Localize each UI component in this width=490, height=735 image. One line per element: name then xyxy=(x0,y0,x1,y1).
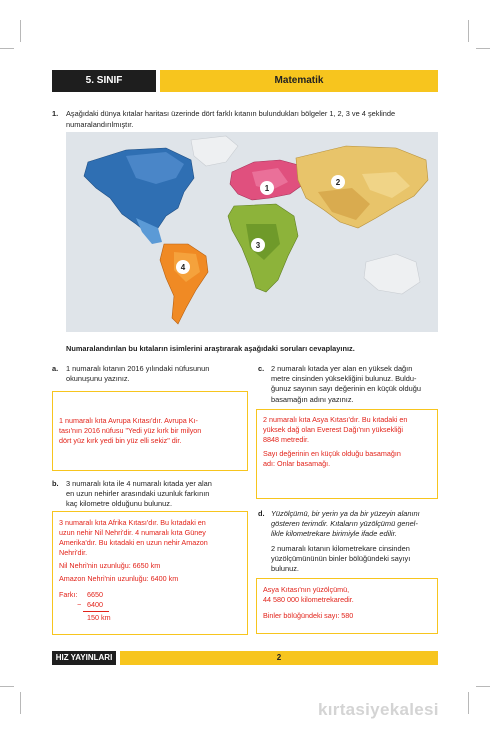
part-c-answer xyxy=(263,415,435,469)
difference-minus: − xyxy=(77,600,82,609)
crop-mark xyxy=(20,692,21,714)
part-b-question xyxy=(66,479,252,510)
text-line: Yüzölçümü, bir yerin ya da bir yüzeyin alanını xyxy=(271,509,420,518)
part-b-letter: b. xyxy=(52,479,59,488)
text-line: 2 numaralı kıtada yer alan en yüksek dağın xyxy=(271,364,413,373)
amazon-length: Amazon Nehri'nin uzunluğu: 6400 km xyxy=(59,574,179,583)
question-text: Aşağıdaki dünya kıtalar haritası üzerinde dört farklı kıtanın bulundukları bölgeler 1, 2, 3 ve 4 şeklinde numaralandırılmıştır. xyxy=(66,109,396,129)
text-line: adı: Onlar basamağı. xyxy=(263,459,331,468)
part-b-answer-box xyxy=(52,511,248,635)
publisher-logo: HIZ YAYINLARI xyxy=(52,651,116,665)
map-marker-3-label: 3 xyxy=(255,241,261,250)
map-marker-1-label: 1 xyxy=(264,184,270,193)
text-line: 1 numaralı kıta Avrupa Kıtası'dır. Avrupa Kı- xyxy=(59,416,198,425)
text-line: 3 numaralı kıta ile 4 numaralı kıtada yer alan xyxy=(66,479,212,488)
difference-top: 6650 xyxy=(87,590,103,599)
part-b-answer xyxy=(59,518,245,584)
subject-title: Matematik xyxy=(160,70,438,92)
crop-mark xyxy=(0,686,14,687)
world-map xyxy=(66,132,438,332)
map-marker-2-label: 2 xyxy=(335,178,341,187)
difference-label: Farkı: xyxy=(59,590,78,599)
text-line: yüksek dağ olan Everest Dağı'nın yüksekliği xyxy=(263,425,404,434)
page-number: 2 xyxy=(120,651,438,665)
part-a-letter: a. xyxy=(52,364,59,373)
text-line: 2 numaralı kıtanın kilometrekare cinsinden xyxy=(271,544,410,553)
part-d-answer-box xyxy=(256,578,438,634)
text-line: kaç kilometre olduğunu bulunuz. xyxy=(66,499,172,509)
part-a-question xyxy=(66,364,252,384)
part-c-letter: c. xyxy=(258,364,265,373)
part-d-letter: d. xyxy=(258,509,265,518)
text-line: uzun nehir Nil Nehri'dir. 4 numaralı kıta Güney xyxy=(59,528,206,537)
text-line: Binler bölüğündeki sayı: 580 xyxy=(263,611,354,620)
text-line: ğunuz sayının sayı değerinin en küçük olduğu xyxy=(271,384,421,394)
question-number: 1. xyxy=(52,109,59,118)
part-d-definition xyxy=(271,509,441,540)
difference-bottom: 6400 xyxy=(87,600,103,609)
text-line: 8848 metredir. xyxy=(263,435,309,444)
text-line: dört yüz kırk yedi bin yüz elli sekiz" dir. xyxy=(59,436,182,445)
crop-mark xyxy=(0,48,14,49)
difference-rule xyxy=(83,611,109,612)
instruction-text: Numaralandırılan bu kıtaların isimlerini araştırarak aşağıdaki soruları cevaplayınız. xyxy=(66,344,355,353)
grade-label: 5. SINIF xyxy=(52,70,156,92)
nil-length: Nil Nehri'nin uzunluğu: 6650 km xyxy=(59,561,161,570)
crop-mark xyxy=(20,20,21,42)
text-line: 3 numaralı kıta Afrika Kıtası'dır. Bu kıtadaki en xyxy=(59,518,206,527)
watermark: kırtasiyekalesi xyxy=(318,700,439,719)
part-a-answer xyxy=(59,416,245,446)
text-line: basamağın adını yazınız. xyxy=(271,394,354,404)
crop-mark xyxy=(468,692,469,714)
text-line: okunuşunu yazınız. xyxy=(66,374,130,384)
text-line: gösteren terimdir. Kıtaların yüzölçümü genel- xyxy=(271,519,418,529)
text-line: Amerika'dır. Bu kıtadaki en uzun nehir Amazon xyxy=(59,538,208,547)
text-line: en uzun nehirler arasındaki uzunluk farkının xyxy=(66,489,210,499)
part-c-question xyxy=(271,364,441,405)
crop-mark xyxy=(468,20,469,42)
part-a-answer-box xyxy=(52,391,248,471)
text-line: tası'nın 2016 nüfusu "Yedi yüz kırk bir milyon xyxy=(59,426,202,435)
part-d-question xyxy=(271,544,441,575)
crop-mark xyxy=(476,686,490,687)
world-map-graphic xyxy=(66,132,438,332)
text-line: Asya Kıtası'nın yüzölçümü, xyxy=(263,585,350,594)
text-line: Sayı değerinin en küçük olduğu basamağın xyxy=(263,449,401,458)
text-line: 44 580 000 kilometrekaredir. xyxy=(263,595,354,604)
text-line: Nehri'dir. xyxy=(59,548,88,557)
text-line: likle kilometrekare birimiyle ifade edilir. xyxy=(271,529,397,539)
difference-result: 150 km xyxy=(87,613,111,622)
crop-mark xyxy=(476,48,490,49)
part-d-answer xyxy=(263,585,435,621)
text-line: metre cinsinden yüksekliğini bulunuz. Buldu- xyxy=(271,374,417,384)
text-line: yüzölçümününün binler bölüğündeki sayıyı xyxy=(271,554,411,564)
text-line: bulunuz. xyxy=(271,564,299,574)
part-c-answer-box xyxy=(256,409,438,499)
text-line: 1 numaralı kıtanın 2016 yılındaki nüfusunun xyxy=(66,364,210,373)
map-marker-4-label: 4 xyxy=(180,263,186,272)
text-line: 2 numaralı kıta Asya Kıtası'dır. Bu kıtadaki en xyxy=(263,415,408,424)
